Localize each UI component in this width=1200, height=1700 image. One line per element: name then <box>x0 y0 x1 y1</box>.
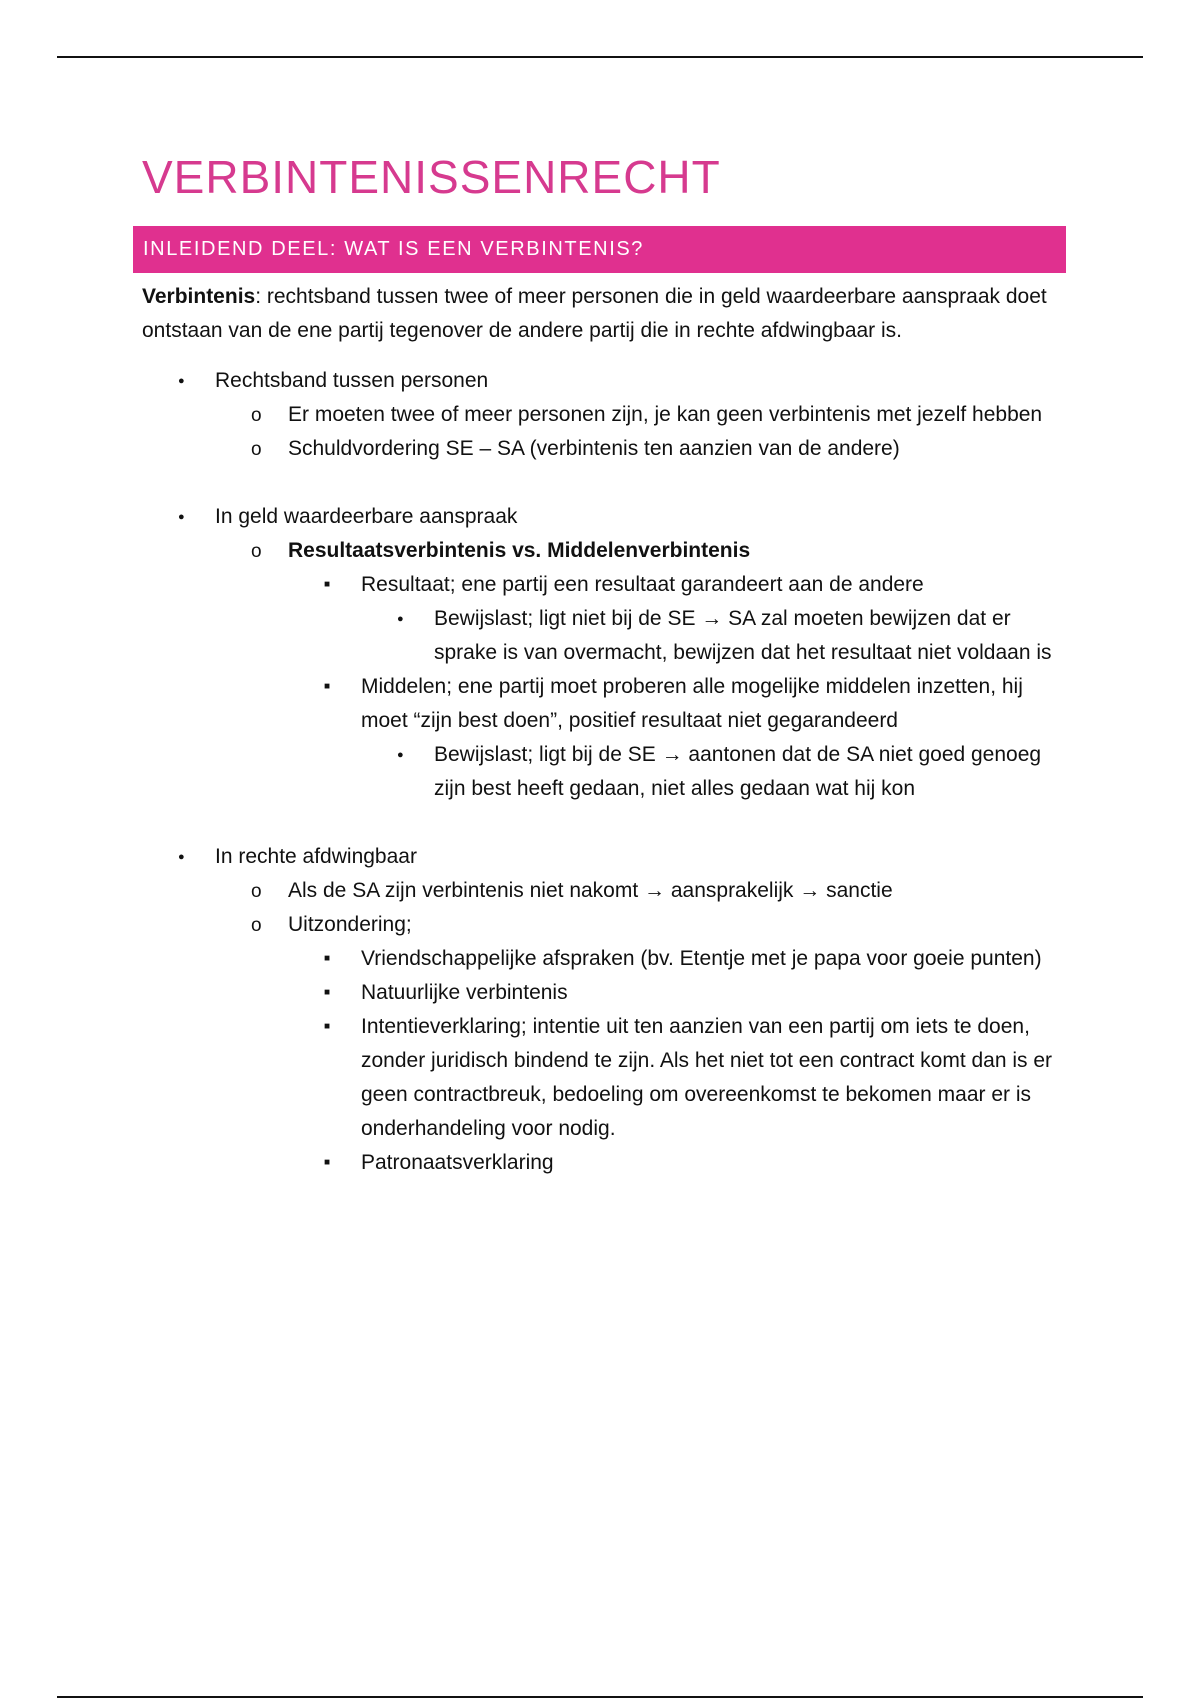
list-item-label: In geld waardeerbare aanspraak <box>215 505 518 528</box>
section-heading: INLEIDEND DEEL: WAT IS EEN VERBINTENIS? <box>143 238 645 260</box>
list-item-label: Bewijslast; ligt niet bij de SE → SA zal moeten bewijzen dat er sprake is van overmacht, bewijzen dat het resultaat niet voldaan is <box>434 607 1052 664</box>
square-bullet-icon <box>324 976 354 1014</box>
sublist <box>215 398 1062 466</box>
list-item <box>215 432 1062 466</box>
sublist <box>215 874 1062 1180</box>
circle-bullet-icon <box>251 534 281 569</box>
definition-term: Verbintenis <box>142 285 256 308</box>
list-item-label: Als de SA zijn verbintenis niet nakomt → aansprakelijk → sanctie <box>288 879 893 902</box>
section-heading-banner <box>133 226 1066 273</box>
circle-bullet-icon <box>251 432 281 467</box>
top-rule <box>57 56 1143 58</box>
list-item-label: Natuurlijke verbintenis <box>361 981 568 1004</box>
bottom-rule <box>57 1696 1143 1698</box>
list-item <box>361 738 1062 806</box>
list-item <box>288 976 1062 1010</box>
list-item-label: Vriendschappelijke afspraken (bv. Etentje met je papa voor goeie punten) <box>361 947 1042 970</box>
list-item <box>215 398 1062 432</box>
list-item <box>215 534 1062 806</box>
circle-bullet-icon <box>251 874 281 909</box>
page-title: VERBINTENISSENRECHT <box>142 151 721 203</box>
list-item-label: Rechtsband tussen personen <box>215 369 489 392</box>
list-item-label: Resultaatsverbintenis vs. Middelenverbintenis <box>288 539 751 562</box>
list-item-label: Intentieverklaring; intentie uit ten aanzien van een partij om iets te doen, zonder juridisch bindend te zijn. Als het niet tot een contract komt dan is er geen contractbreuk, bedoeling om overeenkomst te bekomen maar er is onderhandeling voor nodig. <box>361 1015 1053 1140</box>
list-item-label: In rechte afdwingbaar <box>215 845 417 868</box>
disc-bullet-icon <box>178 500 208 537</box>
square-bullet-icon <box>324 1010 354 1048</box>
sublist <box>215 534 1062 806</box>
definition-text: : rechtsband tussen twee of meer personen die in geld waardeerbare aanspraak doet ontstaan van de ene partij tegenover de andere partij die in rechte afdwingbaar is. <box>142 285 1047 342</box>
list-item <box>142 840 1062 1180</box>
list-item <box>215 908 1062 1180</box>
list-item-label: Schuldvordering SE – SA (verbintenis ten aanzien van de andere) <box>288 437 900 460</box>
list-item <box>288 568 1062 670</box>
disc-bullet-icon <box>397 602 427 639</box>
sublist <box>288 942 1062 1180</box>
sublist <box>288 568 1062 806</box>
list-item <box>142 500 1062 806</box>
circle-bullet-icon <box>251 398 281 433</box>
square-bullet-icon <box>324 670 354 708</box>
list-item <box>288 942 1062 976</box>
square-bullet-icon <box>324 1146 354 1184</box>
list-item <box>288 1146 1062 1180</box>
disc-bullet-icon <box>178 364 208 401</box>
definition-paragraph <box>142 280 1062 348</box>
list-item-label: Patronaatsverklaring <box>361 1151 554 1174</box>
document-body <box>142 280 1062 1180</box>
list-item-label: Middelen; ene partij moet proberen alle mogelijke middelen inzetten, hij moet “zijn best doen”, positief resultaat niet gegarandeerd <box>361 675 1023 732</box>
sublist <box>361 738 1062 806</box>
disc-bullet-icon <box>178 840 208 877</box>
list-item <box>142 364 1062 466</box>
outline-list <box>142 364 1062 1180</box>
sublist <box>361 602 1062 670</box>
disc-bullet-icon <box>397 738 427 775</box>
list-item-label: Resultaat; ene partij een resultaat garandeert aan de andere <box>361 573 924 596</box>
circle-bullet-icon <box>251 908 281 943</box>
list-item-label: Bewijslast; ligt bij de SE → aantonen dat de SA niet goed genoeg zijn best heeft gedaan, niet alles gedaan wat hij kon <box>434 743 1042 800</box>
square-bullet-icon <box>324 568 354 606</box>
list-item <box>361 602 1062 670</box>
list-item <box>288 1010 1062 1146</box>
list-item-label: Er moeten twee of meer personen zijn, je kan geen verbintenis met jezelf hebben <box>288 403 1043 426</box>
list-item <box>215 874 1062 908</box>
list-item-label: Uitzondering; <box>288 913 412 936</box>
list-item <box>288 670 1062 806</box>
square-bullet-icon <box>324 942 354 980</box>
